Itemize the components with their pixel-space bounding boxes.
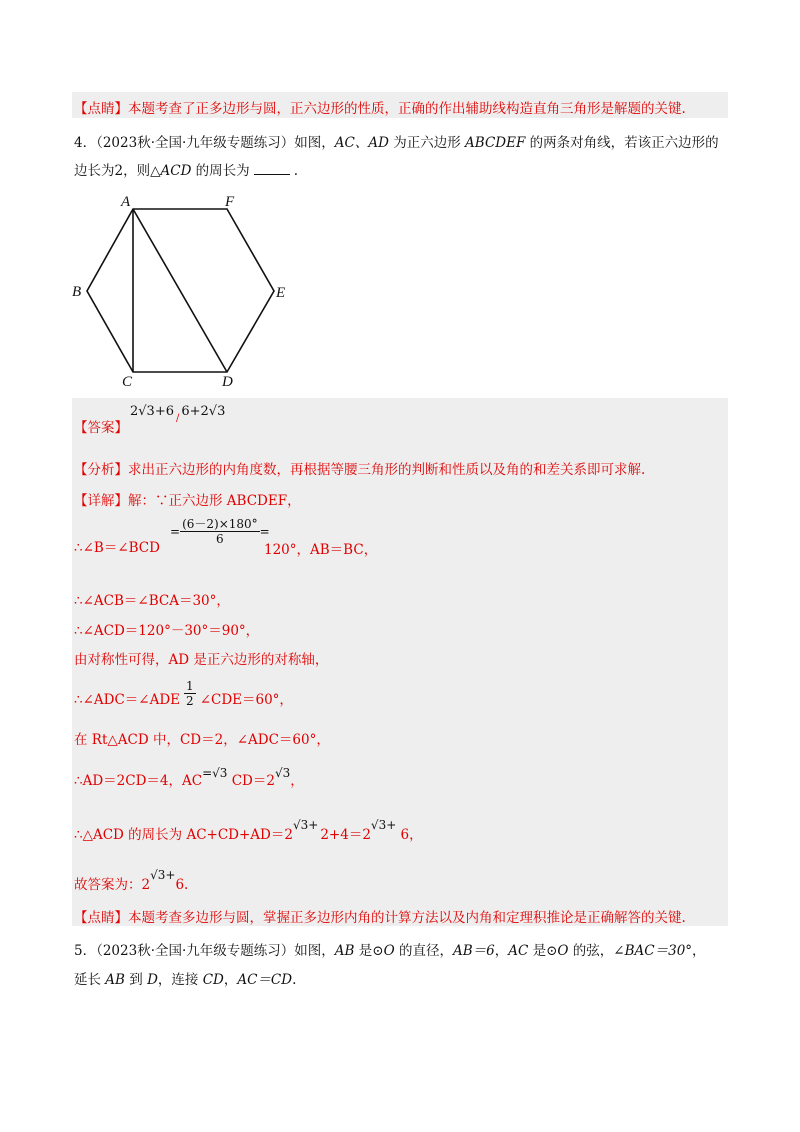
vertex-label-e: E (276, 285, 286, 301)
detail-tag: 【详解】 (74, 493, 128, 509)
fraction-half (184, 679, 196, 708)
q4-text: 的两条对角线，若该正六边形的 (525, 135, 719, 151)
detail-text: ∴AD＝2CD＝4，AC (74, 773, 203, 789)
q5-math: AC (508, 943, 529, 959)
detail-line6 (74, 728, 330, 748)
q5-text: 到 (124, 972, 148, 988)
q5-text: 是⊙ (354, 943, 384, 959)
detail-text: 2+4＝2 (320, 827, 371, 843)
q5-math: D (147, 972, 158, 988)
fraction-numerator: (6－2)×180° (182, 517, 258, 531)
detail-line1 (74, 536, 160, 556)
q4-line2 (74, 159, 298, 179)
detail-line8 (74, 818, 423, 843)
vertex-label-f: F (225, 194, 235, 210)
sqrt-expression: √3 (150, 868, 166, 882)
q5-source: （2023秋·全国·九年级专题练习） (96, 943, 295, 959)
detail-text: ， (290, 773, 304, 789)
q5-text: 是⊙ (528, 943, 558, 959)
detail-text: 由对称性可得，AD 是正六边形的对称轴， (74, 652, 329, 668)
sqrt-expression: √3 (274, 766, 291, 780)
remark1-tag: 【点睛】 (74, 101, 128, 117)
vertex-label-d: D (222, 374, 233, 390)
fraction-numerator: 1 (186, 679, 194, 693)
answer-line (74, 416, 128, 436)
sqrt-expression: √3 (370, 818, 387, 832)
fraction-denominator: 6 (216, 532, 224, 546)
q5-text: ，连接 (157, 972, 203, 988)
plus-sign: + (386, 818, 397, 832)
q5-math: O (383, 943, 395, 959)
q4-text: . (293, 163, 298, 179)
q5-line1 (74, 939, 706, 959)
q4-math: ACD (160, 163, 192, 179)
sqrt-expression: =√3 (202, 766, 228, 780)
q5-line2 (74, 968, 296, 988)
diagonal-ad (133, 209, 227, 372)
detail-line2 (74, 589, 230, 609)
detail-line4 (74, 648, 328, 668)
q5-text: 的弦， (568, 943, 614, 959)
answer-blank (254, 160, 290, 175)
detail-text: 6， (396, 827, 423, 843)
q5-math: AC＝CD (237, 972, 293, 988)
q5-text: ， (494, 943, 509, 959)
analysis-text: 求出正六边形的内角度数，再根据等腰三角形的判断和性质以及角的和差关系即可求解. (128, 462, 646, 478)
detail-text: 在 Rt△ACD 中，CD＝2，∠ADC＝60°， (74, 732, 330, 748)
q4-math: AC、AD (334, 135, 389, 151)
q5-math: O (557, 943, 569, 959)
detail-text: 故答案为：2 (74, 877, 151, 893)
q4-text: 边长为2，则△ (74, 163, 161, 179)
plus-sign: + (308, 818, 319, 832)
q4-text: 的周长为 (191, 163, 250, 179)
remark2-line (74, 906, 686, 926)
q5-text: ， (223, 972, 238, 988)
q4-number: 4． (74, 135, 97, 151)
detail-line9 (74, 868, 188, 893)
answer-value2: 6+2√3 (181, 404, 226, 419)
detail-text: 6. (175, 877, 189, 893)
q5-math: AB (334, 943, 355, 959)
detail-text: ∴∠ACD＝120°－30°＝90°， (74, 623, 260, 639)
q4-text: 为正六边形 (388, 135, 466, 151)
q5-math: CD (202, 972, 224, 988)
detail-line1-tail (264, 538, 377, 558)
detail-line1-fraction (170, 517, 270, 546)
detail-line7 (74, 766, 304, 789)
vertex-label-a: A (121, 194, 131, 210)
detail-text: ∴∠B＝∠BCD (74, 540, 160, 556)
plus-sign: + (165, 868, 176, 882)
q4-line1 (74, 131, 719, 151)
answer-value1: 2√3+6 (130, 404, 174, 419)
answer-separator: / (176, 413, 180, 424)
remark2-text: 本题考查多边形与圆，掌握正多边形内角的计算方法以及内角和定理积推论是正确解答的关键. (128, 910, 686, 926)
fraction (180, 517, 260, 546)
fraction-denominator: 2 (186, 694, 194, 708)
remark1-line (74, 97, 686, 117)
detail-text: ∴∠ACB＝∠BCA＝30°， (74, 593, 230, 609)
q4-source: （2023秋·全国·九年级专题练习） (96, 135, 295, 151)
analysis-line (74, 458, 645, 478)
detail-text: ∠CDE＝60°， (199, 692, 293, 708)
detail-line3 (74, 619, 259, 639)
q5-text: ， (692, 943, 706, 959)
q5-math: AB＝6 (452, 943, 495, 959)
q5-text: 的直径， (394, 943, 453, 959)
equals-sign: = (170, 524, 181, 539)
remark1-text: 本题考查了正多边形与圆，正六边形的性质，正确的作出辅助线构造直角三角形是解题的关键. (128, 101, 686, 117)
detail-text: 120°，AB＝BC， (264, 542, 378, 558)
detail-text: ∴∠ADC＝∠ADE (74, 692, 181, 708)
q5-math: AB (105, 972, 125, 988)
detail-text: CD＝2 (227, 773, 275, 789)
analysis-tag: 【分析】 (74, 462, 128, 478)
detail-intro: 解：∵正六边形 ABCDEF， (128, 493, 301, 509)
q5-math: ∠BAC＝30° (613, 943, 693, 959)
answer-tag: 【答案】 (74, 420, 128, 436)
detail-text: ∴△ACD 的周长为 AC+CD+AD＝2 (74, 827, 293, 843)
q5-text: 如图， (294, 943, 335, 959)
detail-intro-line (74, 489, 301, 509)
sqrt-expression: √3 (292, 818, 309, 832)
hexagon-figure (66, 190, 306, 390)
answer-values (130, 404, 225, 424)
q4-text: 如图， (294, 135, 335, 151)
q4-math: ABCDEF (465, 135, 526, 151)
detail-line5 (74, 679, 293, 708)
vertex-label-b: B (72, 284, 82, 300)
remark2-tag: 【点睛】 (74, 910, 128, 926)
q5-text: 延长 (74, 972, 106, 988)
equals-sign-2: = (259, 524, 270, 539)
vertex-label-c: C (122, 374, 133, 390)
q5-number: 5． (74, 943, 97, 959)
q5-text: . (292, 972, 297, 988)
